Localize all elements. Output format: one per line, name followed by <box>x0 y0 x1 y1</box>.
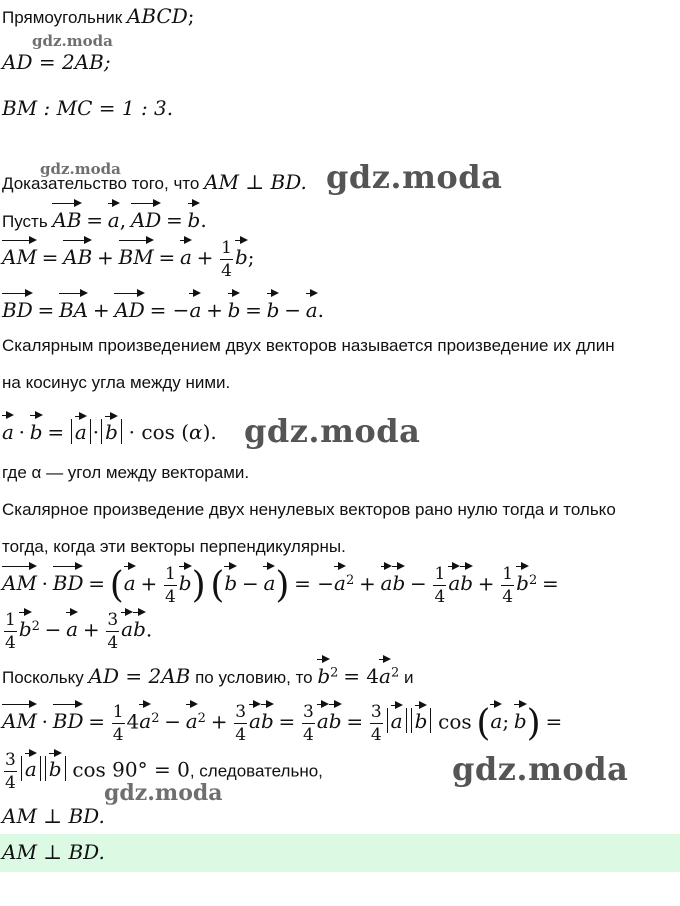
am-vector-line: AM = AB + BM = a + $\frac{1}{4}$ b; <box>2 238 255 281</box>
let-text: Пусть <box>2 212 48 231</box>
rect-label: Прямоугольник <box>2 8 123 27</box>
let-line: Пусть AB = a, AD = b. <box>2 208 207 232</box>
watermark: gdz.moda <box>326 158 503 196</box>
answer-text: AM ⊥ BD. <box>2 840 105 864</box>
zero-line-1: Скалярное произведение двух ненулевых векторов рано нулю тогда и только <box>2 500 616 519</box>
watermark: gdz.moda <box>32 32 113 50</box>
product-line-2: $\frac{1}{4}$ $b^2 - a$ + $\frac{3}{4}$ ab. <box>5 610 153 653</box>
and-text: и <box>403 668 414 687</box>
intro-math: AM ⊥ BD. <box>204 170 307 194</box>
since-line: Поскольку AD = 2AB по условию, то $b^2 = 4a^2$ и <box>2 664 414 688</box>
where-angle: где α — угол между векторами. <box>2 463 250 482</box>
since-math: AD = 2AB <box>88 664 191 688</box>
therefore-text: , следовательно, <box>189 761 323 781</box>
watermark: gdz.moda <box>40 160 121 178</box>
answer-box <box>0 834 680 872</box>
final-line-1: AM · BD = $\frac{1}{4}$ $4a^2 - a^2$ + $\frac{3}{4}$ ab = $\frac{3}{4}$ ab = $\frac{3}{4}$ a b cos (a; b) = <box>2 702 563 745</box>
intro-text: Доказательство того, что <box>2 174 200 193</box>
final-line-2: $\frac{3}{4}$ a b cos 90° = 0, следовательно, <box>5 750 323 793</box>
definition-line-1: Скалярным произведением двух векторов называется произведение их длин <box>2 336 615 355</box>
product-line-1: AM · BD = (a + $\frac{1}{4}$ b) $(b - a) = -a^2$ + ab − $\frac{1}{4}$ ab + $\frac{1}{4}$ $b^2$ = <box>2 564 559 607</box>
zero-line-2: тогда, когда эти векторы перпендикулярны. <box>2 537 346 556</box>
dot-product-formula: a · b = a · b · cos (α). <box>2 420 217 444</box>
watermark: gdz.moda <box>452 750 629 788</box>
conclusion: AM ⊥ BD. <box>2 804 105 828</box>
watermark: gdz.moda <box>104 780 223 806</box>
since-text: Поскольку <box>2 668 84 687</box>
given-ad-eq: AD = 2AB; <box>2 50 111 74</box>
definition-line-2: на косинус угла между ними. <box>2 373 231 392</box>
bd-vector-line: BD = BA + AD = −a + b = b − a. <box>2 298 324 322</box>
given-rectangle: Прямоугольник ABCD; <box>2 4 195 28</box>
watermark: gdz.moda <box>244 412 421 450</box>
by-condition-text: по условию, то <box>195 668 313 687</box>
given-ratio: BM : MC = 1 : 3. <box>2 96 174 120</box>
rect-name: ABCD <box>126 4 188 28</box>
proof-intro <box>2 170 307 194</box>
